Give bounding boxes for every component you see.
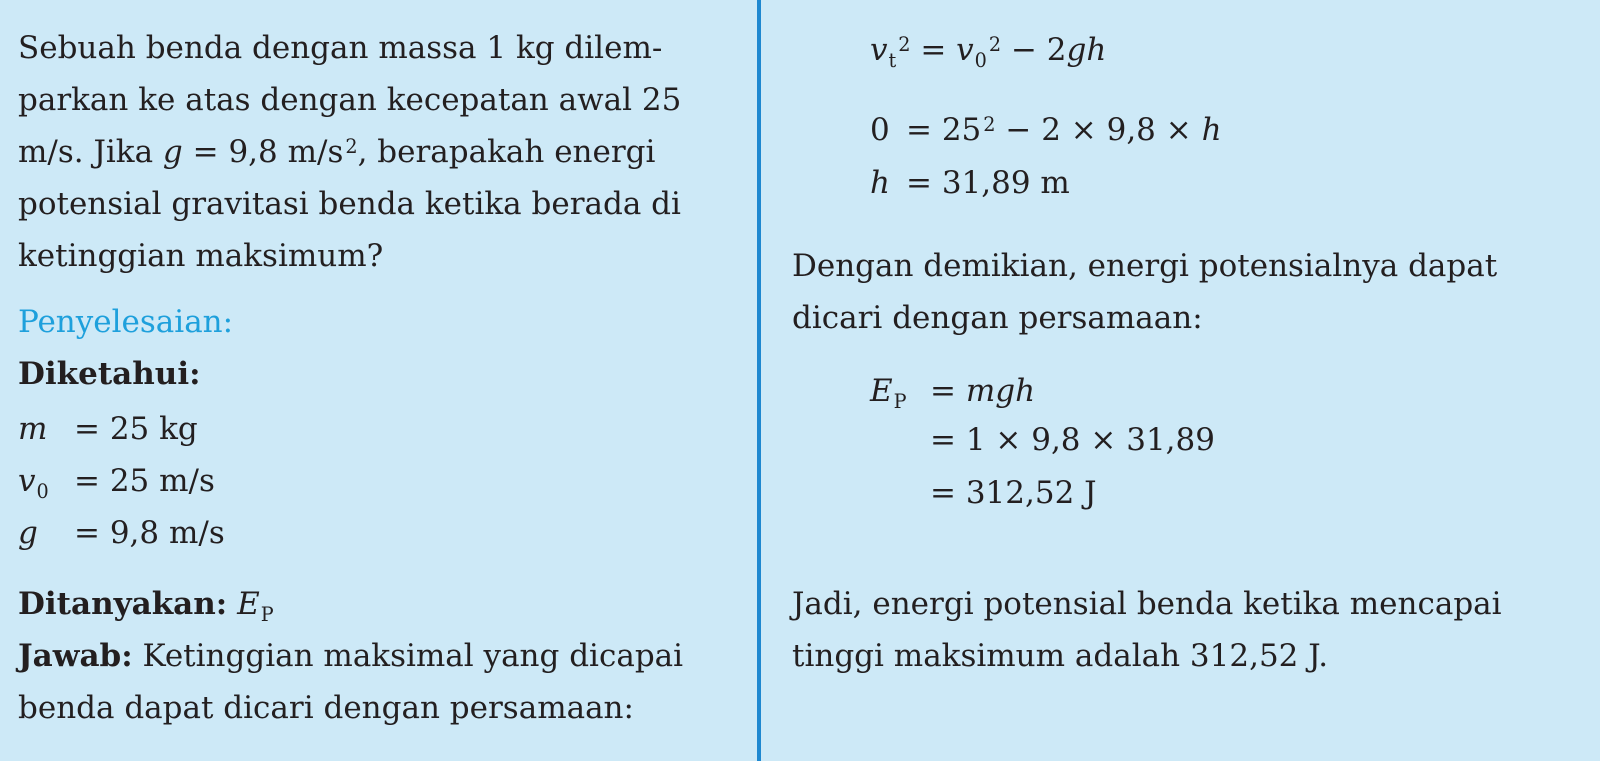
- ep-equation-1: $E_P$ = mgh: [870, 373, 1036, 413]
- question-line-4: potensial gravitasi benda ketika berada di: [18, 186, 681, 222]
- ep-equation-2: = 1 × 9,8 × 31,89: [930, 422, 1215, 458]
- question-line-2: parkan ke atas dengan kecepatan awal 25: [18, 82, 682, 118]
- paragraph-1-line-1: Dengan demikian, energi potensialnya dapat: [792, 248, 1498, 284]
- answer-line-1: Jawab: Ketinggian maksimal yang dicapai: [18, 638, 684, 674]
- question-line-5: ketinggian maksimum?: [18, 238, 384, 274]
- paragraph-1-line-2: dicari dengan persamaan:: [792, 300, 1203, 336]
- question-line-3: m/s. Jika g = 9,8 m/s $^2$, berapakah energi: [18, 134, 656, 170]
- equation-1: $v_t^2 = v_0^2 - 2gh$: [870, 32, 1107, 72]
- equation-2: 0 = 25 $^2$ − 2 × 9,8 × h: [870, 112, 1222, 148]
- known-g: g = 9,8 m/s: [18, 515, 225, 551]
- column-divider: [757, 0, 761, 761]
- ep-equation-3: = 312,52 J: [930, 475, 1097, 511]
- known-m: m = 25 kg: [18, 411, 198, 447]
- known-v0: $v_0 = 25$ m/s: [18, 463, 215, 503]
- known-heading: Diketahui:: [18, 356, 201, 392]
- asked-line: Ditanyakan: $E_P$: [18, 586, 274, 626]
- conclusion-line-2: tinggi maksimum adalah 312,52 J.: [792, 638, 1329, 674]
- answer-line-2: benda dapat dicari dengan persamaan:: [18, 690, 634, 726]
- solution-heading: Penyelesaian:: [18, 304, 234, 340]
- question-line-1: Sebuah benda dengan massa 1 kg dilem-: [18, 30, 663, 66]
- conclusion-line-1: Jadi, energi potensial benda ketika mencapai: [792, 586, 1502, 622]
- equation-3: h = 31,89 m: [870, 165, 1070, 201]
